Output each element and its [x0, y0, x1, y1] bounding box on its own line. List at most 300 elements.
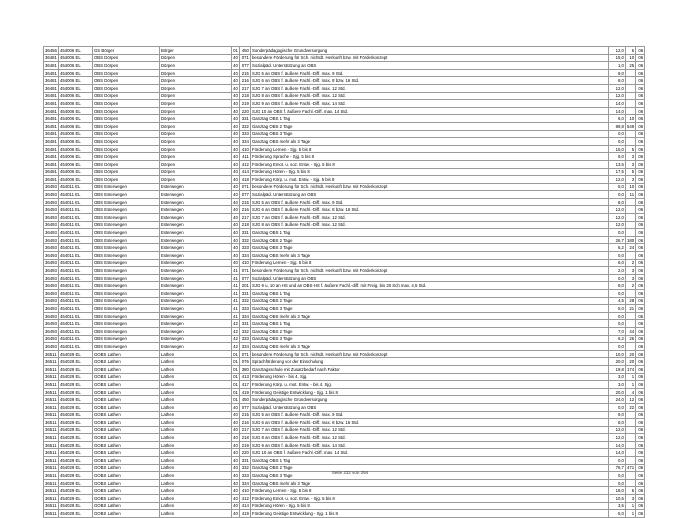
description-cell: SJG 8 an OBS f. äußere Fachl.-Diff. max. 12 Std.: [250, 221, 608, 229]
hours-cell: 12,0: [608, 92, 625, 100]
hours-cell: 6,2: [608, 335, 625, 343]
town-cell: Lathen: [159, 388, 231, 396]
year-cell: 06: [636, 411, 645, 419]
count-cell: [625, 69, 635, 77]
school-name-cell: OBS Esterwegen: [92, 274, 159, 282]
table-row: [44, 350, 645, 358]
school-name-cell: OBS Esterwegen: [92, 290, 159, 298]
authority-cell: 454011 EL: [58, 214, 92, 222]
hours-cell: 5,0: [608, 510, 625, 518]
authority-cell: 454006 EL: [58, 168, 92, 176]
table-row: [44, 403, 645, 411]
town-cell: Dörpen: [159, 145, 231, 153]
year-cell: 06: [636, 350, 645, 358]
town-cell: Dörpen: [159, 77, 231, 85]
count-cell: [625, 449, 635, 457]
town-cell: Esterwegen: [159, 252, 231, 260]
school-name-cell: GOBS Lathen: [92, 411, 159, 419]
year-cell: 06: [636, 365, 645, 373]
school-name-cell: GOBS Lathen: [92, 434, 159, 442]
table-row: [44, 92, 645, 100]
table-row: [44, 274, 645, 282]
code-cell: 217: [239, 426, 250, 434]
town-cell: Esterwegen: [159, 221, 231, 229]
description-cell: besondere Förderung für Sch. nichtdt. Herkunft bzw. mit Förderkonzept: [250, 350, 608, 358]
code-cell: 334: [239, 138, 250, 146]
code-cell: 414: [239, 168, 250, 176]
hours-cell: 19,8: [608, 365, 625, 373]
school-name-cell: OBS Dörpen: [92, 168, 159, 176]
table-row: [44, 221, 645, 229]
description-cell: SJG 9 an OBS f. äußere Fachl.-Diff. max. 14 Std.: [250, 100, 608, 108]
type-cell: 40: [233, 62, 238, 68]
hours-cell: 0,0: [608, 229, 625, 237]
hours-cell: 26,7: [608, 236, 625, 244]
town-cell: Lathen: [159, 403, 231, 411]
type-cell: 40: [233, 480, 238, 486]
town-cell: Dörpen: [159, 69, 231, 77]
description-cell: Ganztagsschule mit Zusatzbedarf nach Faktor: [250, 365, 608, 373]
type-cell: 40: [233, 207, 238, 213]
hours-cell: 24,0: [608, 396, 625, 404]
description-cell: Ganztag OBS 1 Tag: [250, 320, 608, 328]
authority-cell: 454029 EL: [58, 472, 92, 480]
authority-cell: 454029 EL: [58, 365, 92, 373]
count-cell: [625, 198, 635, 206]
hours-cell: 0,0: [608, 290, 625, 298]
type-cell: 41: [233, 268, 238, 274]
code-cell: 076: [239, 358, 250, 366]
type-cell: 40: [233, 419, 238, 425]
table-row: [44, 381, 645, 389]
table-row: [44, 495, 645, 503]
authority-cell: 454029 EL: [58, 457, 92, 465]
type-cell: 40: [233, 442, 238, 448]
description-cell: besondere Förderung für Sch. nichtdt. Herkunft bzw. mit Förderkonzept: [250, 54, 608, 62]
description-cell: Förderung Emot. u. soz. Entw. - Sjg. 5 bis 8: [250, 160, 608, 168]
year-cell: 06: [636, 191, 645, 199]
hours-cell: 20,0: [608, 358, 625, 366]
hours-cell: 12,0: [608, 221, 625, 229]
school-nr-cell: 36493: [45, 199, 57, 205]
authority-cell: 454006 EL: [58, 122, 92, 130]
school-nr-cell: 36511: [45, 473, 57, 479]
code-cell: 215: [239, 411, 250, 419]
year-cell: 06: [636, 479, 645, 487]
table-row: [44, 206, 645, 214]
school-name-cell: OBS Esterwegen: [92, 221, 159, 229]
town-cell: Dörpen: [159, 160, 231, 168]
type-cell: 40: [233, 78, 238, 84]
count-cell: 22: [625, 403, 635, 411]
type-cell: 40: [233, 237, 238, 243]
description-cell: Ganztag OBS 3 Tage: [250, 305, 608, 313]
authority-cell: 454011 EL: [58, 320, 92, 328]
school-name-cell: OBS Dörpen: [92, 160, 159, 168]
school-nr-cell: 36511: [45, 427, 57, 433]
description-cell: SJG 5 an OBS f. äußere Fachl.-Diff. max. 9 Std.: [250, 198, 608, 206]
school-nr-cell: 36481: [45, 93, 57, 99]
school-name-cell: OBS Dörpen: [92, 122, 159, 130]
hours-cell: 76,7: [608, 464, 625, 472]
code-cell: 077: [239, 191, 250, 199]
hours-cell: 14,0: [608, 441, 625, 449]
count-cell: [625, 411, 635, 419]
type-cell: 40: [233, 214, 238, 220]
table-row: [44, 396, 645, 404]
code-cell: 217: [239, 84, 250, 92]
table-row: [44, 168, 645, 176]
town-cell: Dörpen: [159, 62, 231, 70]
authority-cell: 454006 EL: [58, 176, 92, 184]
count-cell: [625, 343, 635, 351]
count-cell: 24: [625, 244, 635, 252]
code-cell: 334: [239, 252, 250, 260]
code-cell: 333: [239, 472, 250, 480]
school-name-cell: OBS Esterwegen: [92, 335, 159, 343]
type-cell: 40: [233, 435, 238, 441]
count-cell: [625, 479, 635, 487]
authority-cell: 454029 EL: [58, 411, 92, 419]
type-cell: 01: [233, 374, 238, 380]
table-row: [44, 449, 645, 457]
school-name-cell: GOBS Lathen: [92, 479, 159, 487]
count-cell: 1: [625, 381, 635, 389]
school-name-cell: OBS Dörpen: [92, 62, 159, 70]
school-name-cell: OBS Esterwegen: [92, 198, 159, 206]
count-cell: [625, 107, 635, 115]
table-row: [44, 343, 645, 351]
town-cell: Lathen: [159, 396, 231, 404]
page-footer: Seite 232 von 294: [331, 470, 369, 475]
description-cell: SJG 8 an OBS f. äußere Fachl.-Diff. max. 12 Std.: [250, 434, 608, 442]
town-cell: Esterwegen: [159, 259, 231, 267]
code-cell: 410: [239, 259, 250, 267]
authority-cell: 454029 EL: [58, 396, 92, 404]
type-cell: 40: [233, 488, 238, 494]
type-cell: 40: [233, 192, 238, 198]
hours-cell: 12,0: [608, 176, 625, 184]
description-cell: Ganztag OBS mehr als 3 Tage: [250, 138, 608, 146]
authority-cell: 454029 EL: [58, 373, 92, 381]
school-nr-cell: 36493: [45, 343, 57, 349]
year-cell: 06: [636, 426, 645, 434]
year-cell: 06: [636, 221, 645, 229]
authority-cell: 454011 EL: [58, 267, 92, 275]
description-cell: SJG 6 an OBS f. äußere Fachl.-Diff. max. 8 bzw. 16 Std.: [250, 419, 608, 427]
town-cell: Esterwegen: [159, 327, 231, 335]
town-cell: Lathen: [159, 434, 231, 442]
year-cell: 06: [636, 183, 645, 191]
year-cell: 06: [636, 252, 645, 260]
year-cell: 06: [636, 449, 645, 457]
description-cell: Ganztag OBS 3 Tage: [250, 472, 608, 480]
count-cell: [625, 100, 635, 108]
table-row: [44, 457, 645, 465]
school-nr-cell: 36493: [45, 222, 57, 228]
type-cell: 41: [233, 290, 238, 296]
school-name-cell: OBS Esterwegen: [92, 320, 159, 328]
school-nr-cell: 36493: [45, 252, 57, 258]
count-cell: 6: [625, 487, 635, 495]
school-nr-cell: 36493: [45, 283, 57, 289]
table-row: [44, 84, 645, 92]
table-row: [44, 434, 645, 442]
count-cell: 3: [625, 267, 635, 275]
hours-cell: 0,0: [608, 252, 625, 260]
type-cell: 40: [233, 161, 238, 167]
school-name-cell: OBS Dörpen: [92, 84, 159, 92]
school-name-cell: GOBS Lathen: [92, 365, 159, 373]
description-cell: Ganztag OBS 2 Tage: [250, 327, 608, 335]
town-cell: Esterwegen: [159, 297, 231, 305]
code-cell: 333: [239, 130, 250, 138]
table-row: [44, 282, 645, 290]
code-cell: 412: [239, 160, 250, 168]
year-cell: 06: [636, 502, 645, 510]
authority-cell: 454029 EL: [58, 434, 92, 442]
school-name-cell: GOBS Lathen: [92, 441, 159, 449]
description-cell: Förderung Körp. u. mot. Entw. - Sjg. 5 bis 8: [250, 176, 608, 184]
authority-cell: 454011 EL: [58, 229, 92, 237]
authority-cell: 454006 EL: [58, 47, 92, 55]
school-name-cell: OBS Esterwegen: [92, 191, 159, 199]
year-cell: 06: [636, 62, 645, 70]
description-cell: SJG 5 an OBS f. äußere Fachl.-Diff. max. 9 Std.: [250, 411, 608, 419]
description-cell: Ganztag OBS 1 Tag: [250, 457, 608, 465]
count-cell: [625, 77, 635, 85]
school-nr-cell: 36481: [45, 78, 57, 84]
year-cell: 06: [636, 396, 645, 404]
type-cell: 40: [233, 450, 238, 456]
count-cell: 549: [626, 123, 635, 129]
type-cell: 40: [233, 404, 238, 410]
hours-cell: 15,0: [608, 145, 625, 153]
description-cell: Förderung Geistige Entwicklung - Sjg. 1 bis 8: [250, 510, 608, 518]
hours-cell: 0,0: [608, 138, 625, 146]
school-name-cell: GOBS Lathen: [92, 381, 159, 389]
table-row: [44, 510, 645, 518]
school-nr-cell: 36481: [45, 100, 57, 106]
count-cell: [625, 290, 635, 298]
count-cell: 4: [625, 388, 635, 396]
school-name-cell: GOBS Lathen: [92, 457, 159, 465]
town-cell: Esterwegen: [159, 290, 231, 298]
hours-cell: 0,0: [608, 312, 625, 320]
description-cell: SJG 8 an OBS f. äußere Fachl.-Diff. max. 12 Std.: [250, 92, 608, 100]
town-cell: Dörpen: [159, 84, 231, 92]
code-cell: 380: [239, 365, 250, 373]
authority-cell: 454029 EL: [58, 479, 92, 487]
code-cell: 219: [239, 441, 250, 449]
authority-cell: 454006 EL: [58, 115, 92, 123]
town-cell: Dörpen: [159, 115, 231, 123]
table-row: [44, 244, 645, 252]
description-cell: Ganztag OBS 3 Tage: [250, 335, 608, 343]
description-cell: SJG 9 u. 10 an HS und an OBS-HS f. äußere Fachl.-diff. mit Freig. bis 20 Sch max. 4,5 Std.: [250, 282, 608, 290]
hours-cell: 7,0: [608, 327, 625, 335]
town-cell: Börger: [159, 47, 231, 55]
count-cell: 5: [625, 145, 635, 153]
authority-cell: 454011 EL: [58, 191, 92, 199]
table-row: [44, 236, 645, 244]
description-cell: Förderung Sprache - Sjg. 5 bis 8: [250, 153, 608, 161]
table-row: [44, 153, 645, 161]
school-nr-cell: 36481: [45, 123, 57, 129]
count-cell: 44: [625, 327, 635, 335]
type-cell: 40: [233, 85, 238, 91]
table-row: [44, 388, 645, 396]
count-cell: 180: [626, 237, 635, 243]
code-cell: 071: [239, 54, 250, 62]
town-cell: Dörpen: [159, 176, 231, 184]
type-cell: 40: [233, 457, 238, 463]
school-nr-cell: 36511: [45, 366, 57, 372]
town-cell: Lathen: [159, 510, 231, 518]
count-cell: [625, 320, 635, 328]
table-row: [44, 419, 645, 427]
town-cell: Esterwegen: [159, 320, 231, 328]
year-cell: 06: [636, 403, 645, 411]
code-cell: 332: [239, 464, 250, 472]
data-table: [43, 46, 645, 518]
table-row: [44, 176, 645, 184]
school-nr-cell: 36511: [45, 404, 57, 410]
code-cell: 419: [239, 510, 250, 518]
hours-cell: 3,0: [608, 373, 625, 381]
authority-cell: 454011 EL: [58, 290, 92, 298]
year-cell: 06: [636, 259, 645, 267]
count-cell: 25: [625, 62, 635, 70]
description-cell: besondere Förderung für Sch. nichtdt. Herkunft bzw. mit Förderkonzept: [250, 183, 608, 191]
year-cell: 06: [636, 464, 645, 472]
school-nr-cell: 36481: [45, 108, 57, 114]
table-row: [44, 183, 645, 191]
table-row: [44, 100, 645, 108]
school-name-cell: OBS Dörpen: [92, 130, 159, 138]
authority-cell: 454006 EL: [58, 138, 92, 146]
school-name-cell: OBS Dörpen: [92, 145, 159, 153]
school-name-cell: GOBS Lathen: [92, 419, 159, 427]
count-cell: [625, 434, 635, 442]
school-nr-cell: 36481: [45, 62, 57, 68]
year-cell: 06: [636, 327, 645, 335]
type-cell: 01: [233, 359, 238, 365]
hours-cell: 10,5: [608, 495, 625, 503]
type-cell: 40: [233, 108, 238, 114]
school-name-cell: OBS Esterwegen: [92, 267, 159, 275]
count-cell: 11: [625, 191, 635, 199]
table-row: [44, 145, 645, 153]
table-row: [44, 160, 645, 168]
description-cell: Förderung Geistige Entwicklung - Sjg. 1 bis 8: [250, 388, 608, 396]
description-cell: Ganztag OBS 3 Tage: [250, 130, 608, 138]
code-cell: 414: [239, 502, 250, 510]
school-name-cell: GOBS Lathen: [92, 495, 159, 503]
code-cell: 332: [239, 122, 250, 130]
count-cell: 20: [625, 358, 635, 366]
school-name-cell: OBS Esterwegen: [92, 343, 159, 351]
description-cell: Sozialpäd. Unterstützung an OBS: [250, 191, 608, 199]
code-cell: 215: [239, 198, 250, 206]
school-nr-cell: 36481: [45, 146, 57, 152]
table-row: [44, 312, 645, 320]
town-cell: Lathen: [159, 411, 231, 419]
hours-cell: 0,0: [608, 343, 625, 351]
type-cell: 41: [233, 283, 238, 289]
hours-cell: 4,5: [608, 297, 625, 305]
school-nr-cell: 36481: [45, 154, 57, 160]
type-cell: 41: [233, 298, 238, 304]
school-name-cell: OBS Dörpen: [92, 54, 159, 62]
hours-cell: 8,0: [608, 419, 625, 427]
authority-cell: 454029 EL: [58, 381, 92, 389]
authority-cell: 454011 EL: [58, 183, 92, 191]
school-name-cell: GOBS Lathen: [92, 403, 159, 411]
town-cell: Lathen: [159, 472, 231, 480]
hours-cell: 89,8: [608, 122, 625, 130]
hours-cell: 14,0: [608, 100, 625, 108]
description-cell: SJG 5 an OBS f. äußere Fachl.-Diff. max. 9 Std.: [250, 69, 608, 77]
authority-cell: 454011 EL: [58, 206, 92, 214]
school-name-cell: OBS Dörpen: [92, 138, 159, 146]
authority-cell: 454011 EL: [58, 312, 92, 320]
code-cell: 077: [239, 274, 250, 282]
type-cell: 40: [233, 116, 238, 122]
table-row: [44, 54, 645, 62]
code-cell: 216: [239, 419, 250, 427]
school-name-cell: OBS Dörpen: [92, 107, 159, 115]
hours-cell: 14,0: [608, 449, 625, 457]
school-nr-cell: 36493: [45, 245, 57, 251]
code-cell: 201: [239, 282, 250, 290]
type-cell: 40: [233, 473, 238, 479]
school-nr-cell: 36493: [45, 275, 57, 281]
table-row: [44, 373, 645, 381]
description-cell: SJG 9 an OBS f. äußere Fachl.-Diff. max. 14 Std.: [250, 441, 608, 449]
authority-cell: 454011 EL: [58, 305, 92, 313]
school-name-cell: OBS Esterwegen: [92, 183, 159, 191]
table-row: [44, 502, 645, 510]
authority-cell: 454029 EL: [58, 510, 92, 518]
type-cell: 40: [233, 138, 238, 144]
code-cell: 071: [239, 267, 250, 275]
year-cell: 06: [636, 115, 645, 123]
year-cell: 06: [636, 472, 645, 480]
authority-cell: 454006 EL: [58, 145, 92, 153]
table-row: [44, 47, 645, 55]
table-row: [44, 411, 645, 419]
authority-cell: 454006 EL: [58, 100, 92, 108]
school-name-cell: GS Börger: [92, 47, 159, 55]
year-cell: 06: [636, 54, 645, 62]
year-cell: 06: [636, 297, 645, 305]
town-cell: Esterwegen: [159, 206, 231, 214]
authority-cell: 454029 EL: [58, 487, 92, 495]
type-cell: 42: [233, 321, 238, 327]
authority-cell: 454011 EL: [58, 236, 92, 244]
school-nr-cell: 36511: [45, 359, 57, 365]
school-nr-cell: 36511: [45, 442, 57, 448]
year-cell: 06: [636, 47, 645, 55]
town-cell: Dörpen: [159, 122, 231, 130]
count-cell: [625, 252, 635, 260]
town-cell: Dörpen: [159, 54, 231, 62]
hours-cell: 5,0: [608, 305, 625, 313]
hours-cell: 12,0: [608, 214, 625, 222]
code-cell: 333: [239, 244, 250, 252]
count-cell: [625, 92, 635, 100]
